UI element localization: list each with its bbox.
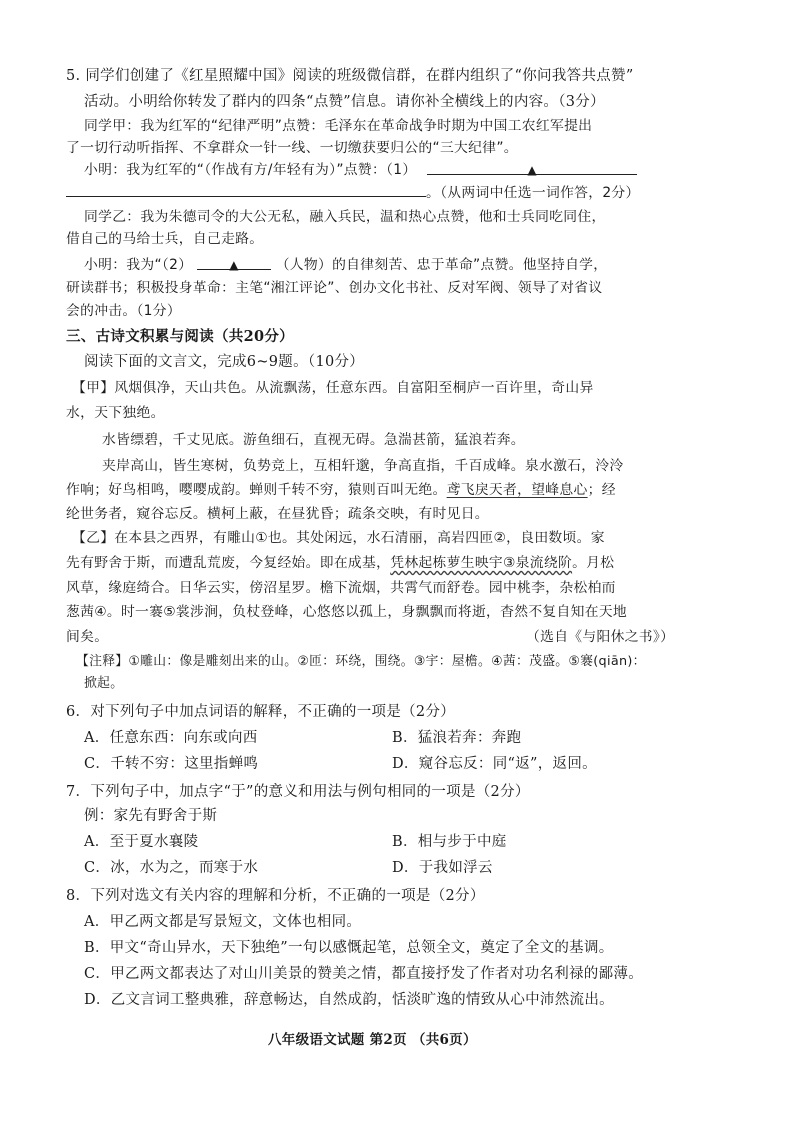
- q6-option-a[interactable]: A．任意东西：向东或向西: [84, 730, 258, 746]
- q5-ming2-line3: 会的冲击。（1分）: [66, 303, 181, 319]
- q6-option-c[interactable]: C．千转不穷：这里指蝉鸣: [84, 756, 259, 772]
- q7-option-d[interactable]: D．于我如浮云: [392, 860, 493, 876]
- q5-yi-line2: 借自己的马给士兵，自己走路。: [66, 231, 264, 247]
- q7-stem: 7．下列句子中，加点字“于”的意义和用法与例句相同的一项是（2分）: [66, 784, 530, 800]
- q5-ming2-pre: 小明：我为“（2）: [84, 257, 193, 273]
- q5-ming2-line2: 研读群书；积极投身革命：主笔“湘江评论”、创办文化书社、反对军阀、领导了对省议: [66, 280, 603, 296]
- q6-option-d[interactable]: D．窥谷忘反：同“返”，返回。: [392, 756, 597, 772]
- q7-option-a[interactable]: A．至于夏水襄陵: [84, 834, 199, 850]
- yi-line2-a: 先有野舍于斯，而遭乱荒废，今复经始。即在成基，: [66, 555, 391, 571]
- yi-line4: 葱茜④。时一褰⑤裳涉涧，负杖登峰，心悠悠以孤上，身飘飘而将逝，杳然不复自知在天地: [66, 604, 628, 620]
- q5-ming1-text: 小明：我为红军的“（作战有方/年轻有为）”点赞：（1）: [84, 162, 417, 178]
- section-heading: 三、古诗文积累与阅读（共20分）: [66, 328, 294, 345]
- q8-option-b[interactable]: B．甲文“奇山异水，天下独绝”一句以感慨起笔，总领全文，奠定了全文的基调。: [84, 940, 614, 956]
- q6-stem: 6．对下列句子中加点词语的解释，不正确的一项是（2分）: [66, 704, 456, 720]
- q5-ming2-post: （人物）的自律刻苦、忠于革命”点赞。他坚持自学，: [275, 257, 608, 273]
- triangle-icon: ▲: [229, 258, 239, 272]
- page-footer: 八年级语文试题 第2页 （共6页）: [268, 1032, 477, 1048]
- q7-example: 例：家先有野舍于斯: [84, 808, 218, 824]
- answer-blank-1[interactable]: [427, 160, 637, 175]
- jia-p3-line2-a: 作响；好鸟相鸣，嘤嘤成韵。蝉则千转不穷，猿则百叫无绝。: [66, 482, 447, 498]
- q5-line2: 活动。小明给你转发了群内的四条“点赞”信息。请你补全横线上的内容。（3分）: [84, 94, 605, 110]
- notes-line2: 掀起。: [84, 676, 124, 691]
- q7-option-c[interactable]: C．冰，水为之，而寒于水: [84, 860, 259, 876]
- q6-option-b[interactable]: B．猛浪若奔：奔跑: [392, 730, 522, 746]
- q5-ming1: [84, 160, 637, 180]
- yi-line2: [66, 553, 614, 573]
- q5-yi-line1: 同学乙：我为朱德司令的大公无私，融入兵民，温和热心点赞，他和士兵同吃同住，: [84, 209, 606, 225]
- jia-p2: 水皆缥碧，千丈见底。游鱼细石，直视无碍。急湍甚箭，猛浪若奔。: [102, 432, 525, 448]
- q5-jia-line1: 同学甲：我为红军的“纪律严明”点赞：毛泽东在革命战争时期为中国工农红军提出: [84, 118, 593, 134]
- q8-option-a[interactable]: A．甲乙两文都是写景短文，文体也相同。: [84, 914, 362, 930]
- q7-option-b[interactable]: B．相与步于中庭: [392, 834, 507, 850]
- q8-option-c[interactable]: C．甲乙两文都表达了对山川美景的赞美之情，都直接抒发了作者对功名利禄的鄙薄。: [84, 966, 643, 982]
- section-intro: 阅读下面的文言文，完成6~9题。（10分）: [84, 354, 365, 370]
- q5-line1: 5. 同学们创建了《红星照耀中国》阅读的班级微信群，在群内组织了“你问我答共点赞”: [66, 68, 634, 84]
- q8-stem: 8．下列对选文有关内容的理解和分析，不正确的一项是（2分）: [66, 888, 485, 904]
- q8-option-d[interactable]: D．乙文言词工整典雅，辞意畅达，自然成韵，恬淡旷逸的情致从心中沛然流出。: [84, 992, 614, 1008]
- jia-p1-line2: 水，天下独绝。: [66, 405, 165, 421]
- yi-line2-b: 。月松: [572, 555, 615, 571]
- jia-p3-line2-b: ；经: [587, 482, 616, 498]
- q5-ming2: [84, 255, 607, 275]
- yi-line5: 间矣。: [66, 629, 109, 645]
- yi-line1: 【乙】在本县之西界，有雕山①也。其处闲远，水石清丽，高岩四匝②，良田数顷。家: [72, 530, 605, 546]
- underlined-sentence: 鸢飞戾天者，望峰息心: [446, 482, 588, 498]
- answer-blank-1-cont[interactable]: [66, 182, 426, 197]
- notes-line1: 【注释】①雕山：像是雕刻出来的山。②匝：环绕，围绕。③宇：屋檐。④茜：茂盛。⑤褰(qiān)：: [76, 654, 646, 669]
- q5-jia-line2: 了一切行动听指挥、不拿群众一针一线、一切缴获要归公的“三大纪律”。: [66, 140, 518, 156]
- wavy-underlined-sentence: 凭林起栋萝生映宇③泉流绕阶: [390, 555, 573, 571]
- jia-p1-line1: 【甲】风烟俱净，天山共色。从流飘荡，任意东西。自富阳至桐庐一百许里，奇山异: [72, 380, 594, 396]
- q5-ming1-note: 。（从两词中任选一词作答，2分）: [426, 185, 640, 201]
- yi-source: （选自《与阳休之书》）: [526, 629, 675, 645]
- q5-ming1-cont: [66, 182, 640, 203]
- yi-line3: 风草，缘庭绮合。日华云实，傍沼星罗。檐下流烟，共霄气而舒卷。园中桃李，杂松柏而: [66, 580, 616, 596]
- jia-p3-line2: [66, 480, 616, 500]
- jia-p3-line3: 纶世务者，窥谷忘反。横柯上蔽，在昼犹昏；疏条交映，有时见日。: [66, 506, 489, 522]
- answer-blank-2[interactable]: [197, 255, 271, 270]
- triangle-icon: ▲: [527, 163, 537, 177]
- jia-p3-line1: 夹岸高山，皆生寒树，负势竞上，互相轩邈，争高直指，千百成峰。泉水激石，泠泠: [102, 458, 624, 474]
